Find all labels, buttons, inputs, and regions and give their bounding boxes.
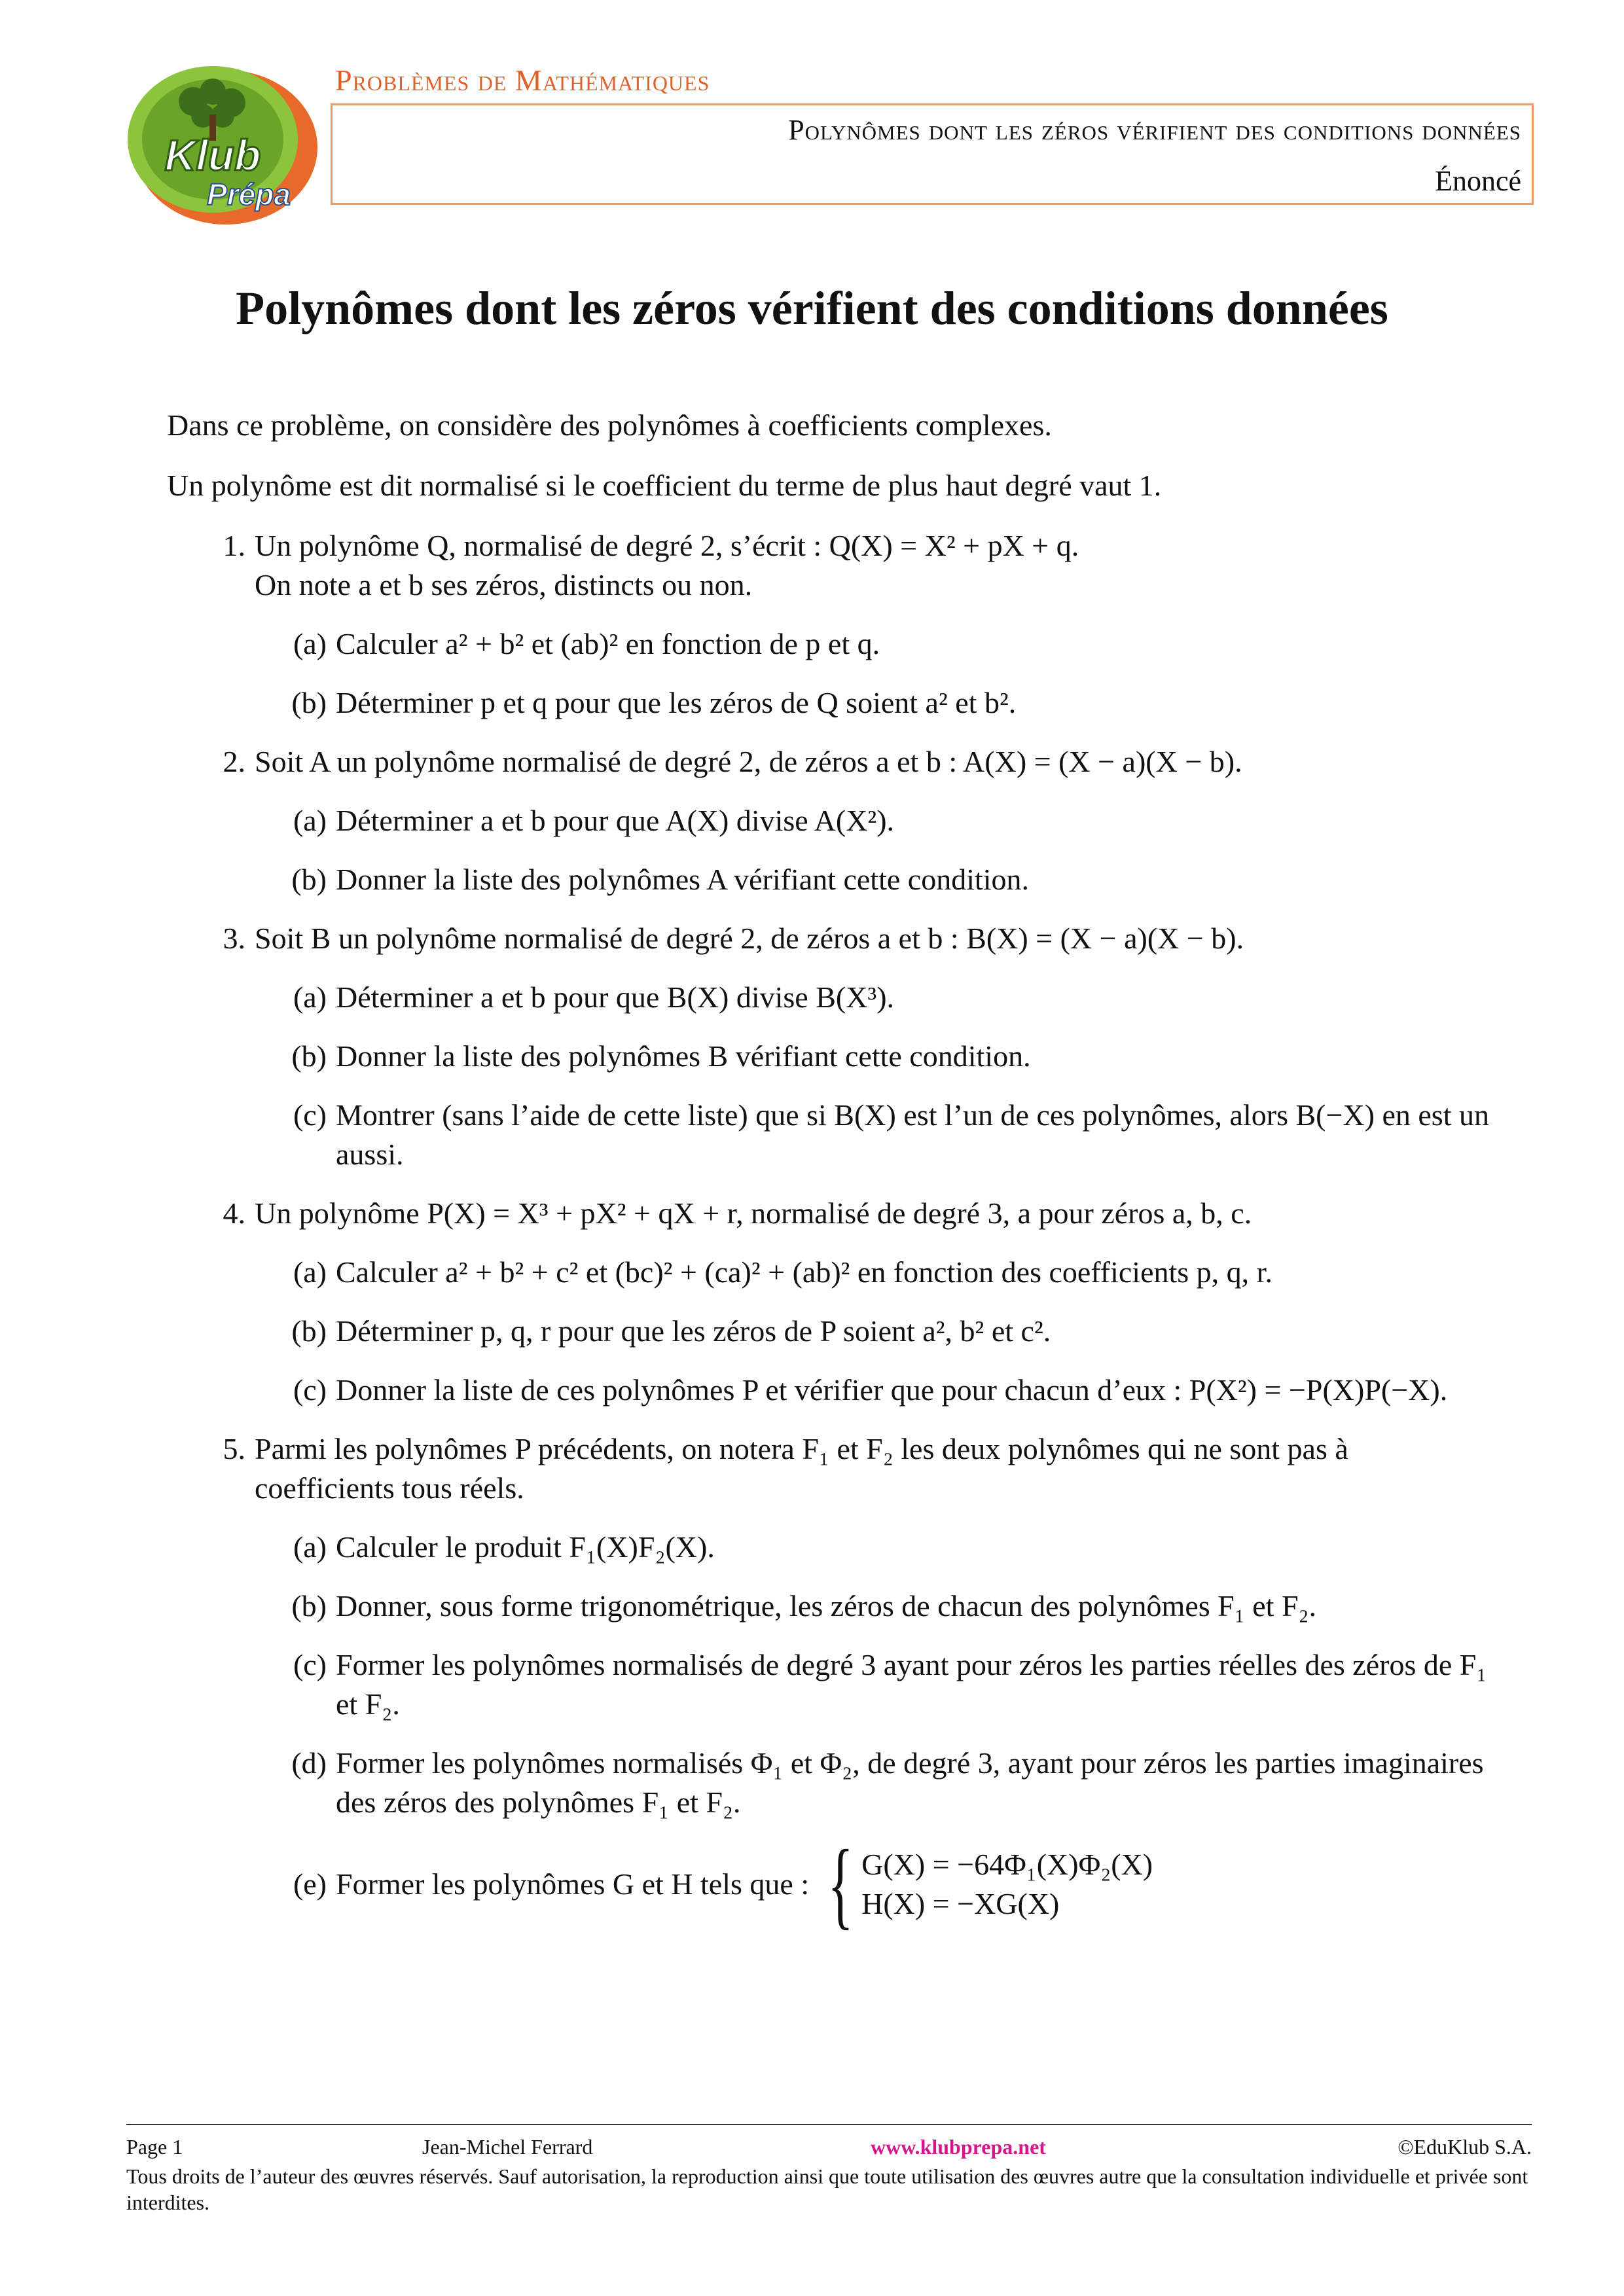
question-text: Un polynôme P(X) = X³ + pX² + qX + r, normalisé de degré 3, a pour zéros a, b, c. xyxy=(255,1196,1252,1230)
subquestion: (b) Donner la liste des polynômes A vérifiant cette condition. xyxy=(291,863,1030,896)
question-number: 5. xyxy=(223,1432,245,1465)
svg-text:Klub: Klub xyxy=(164,131,261,179)
subquestion: (a) Calculer a² + b² + c² et (bc)² + (ca)² + (ab)² en fonction des coefficients p, q, r. xyxy=(293,1255,1272,1289)
subquestion: (a) Déterminer a et b pour que B(X) divise B(X³). xyxy=(293,980,895,1014)
subquestion: (c) Former les polynômes normalisés de degré 3 ayant pour zéros les parties réelles des zéros de F₁ et F₂. xyxy=(293,1648,1487,1721)
subquestion: (b) Déterminer p et q pour que les zéros de Q soient a² et b². xyxy=(291,686,1017,719)
question-number: 2. xyxy=(223,745,245,778)
subquestion: (e) Former les polynômes G et H tels que : { G(X) = −64Φ₁(X)Φ₂(X) H(X) = −XG(X) xyxy=(293,1830,1153,1939)
header-subtitle: Énoncé xyxy=(1435,165,1521,197)
footer-rights-notice: Tous droits de l’auteur des œuvres réservés. Sauf autorisation, la reproduction ainsi que toute utilisation des œuvres autre que la consultation individuelle et privée sont interdites. xyxy=(126,2164,1528,2214)
subquestion: (b) Donner la liste des polynômes B vérifiant cette condition. xyxy=(291,1039,1031,1073)
question-number: 1. xyxy=(223,529,245,562)
equation-line: H(X) = −XG(X) xyxy=(861,1887,1060,1920)
problem-body xyxy=(167,406,1489,1946)
subquestion: (c) Montrer (sans l’aide de cette liste) que si B(X) est l’un de ces polynômes, alors B(−X) en est un aussi. xyxy=(293,1098,1489,1171)
question-number: 3. xyxy=(223,922,245,955)
intro-paragraph: Dans ce problème, on considère des polynômes à coefficients complexes. xyxy=(167,408,1052,442)
footer-author: Jean-Michel Ferrard xyxy=(422,2135,593,2159)
document-title: Polynômes dont les zéros vérifient des conditions données xyxy=(236,282,1388,334)
question-1 xyxy=(167,526,1489,723)
subquestion: (c) Donner la liste de ces polynômes P et vérifier que pour chacun d’eux : P(X²) = −P(X)P(−X). xyxy=(293,1373,1448,1407)
svg-text:Prépa: Prépa xyxy=(207,177,291,211)
question-2 xyxy=(167,742,1489,899)
question-4 xyxy=(167,1194,1489,1410)
subquestion: (d) Former les polynômes normalisés Φ₁ et Φ₂, de degré 3, ayant pour zéros les parties imaginaires des zéros des polynômes F₁ et F₂. xyxy=(291,1746,1484,1819)
equation-line: G(X) = −64Φ₁(X)Φ₂(X) xyxy=(861,1848,1153,1881)
question-text: Soit B un polynôme normalisé de degré 2, de zéros a et b : B(X) = (X − a)(X − b). xyxy=(255,922,1244,955)
footer-divider xyxy=(126,2124,1532,2125)
subquestion-text: Former les polynômes G et H tels que : xyxy=(336,1867,810,1901)
footer-website-link[interactable]: www.klubprepa.net xyxy=(871,2135,1046,2159)
question-text: Soit A un polynôme normalisé de degré 2, de zéros a et b : A(X) = (X − a)(X − b). xyxy=(255,745,1242,778)
question-text: Un polynôme Q, normalisé de degré 2, s’écrit : Q(X) = X² + pX + q. xyxy=(255,529,1079,562)
subquestion: (a) Calculer a² + b² et (ab)² en fonction de p et q. xyxy=(293,627,880,660)
question-number: 4. xyxy=(223,1196,245,1230)
subquestion: (a) Calculer le produit F₁(X)F₂(X). xyxy=(293,1530,715,1564)
question-3 xyxy=(167,919,1489,1174)
question-text: Parmi les polynômes P précédents, on notera F₁ et F₂ les deux polynômes qui ne sont pas à coefficients tous réels. xyxy=(255,1432,1348,1505)
footer-copyright: ©EduKlub S.A. xyxy=(1398,2135,1532,2159)
subquestion: (b) Déterminer p, q, r pour que les zéros de P soient a², b² et c². xyxy=(291,1314,1051,1348)
subquestion: (b) Donner, sous forme trigonométrique, les zéros de chacun des polynômes F₁ et F₂. xyxy=(291,1589,1317,1623)
header-box xyxy=(331,103,1534,205)
equation-system: { G(X) = −64Φ₁(X)Φ₂(X) H(X) = −XG(X) xyxy=(827,1830,1153,1939)
subquestion: (a) Déterminer a et b pour que A(X) divise A(X²). xyxy=(293,804,895,837)
series-title: Problèmes de Mathématiques xyxy=(335,63,710,97)
question-5 xyxy=(167,1429,1489,1939)
footer-page-number: Page 1 xyxy=(126,2135,183,2159)
question-text: On note a et b ses zéros, distincts ou non. xyxy=(255,568,753,601)
header-title: Polynômes dont les zéros vérifient des conditions données xyxy=(788,114,1521,146)
intro-paragraph: Un polynôme est dit normalisé si le coefficient du terme de plus haut degré vaut 1. xyxy=(167,469,1162,502)
klubprepa-logo xyxy=(115,56,324,226)
